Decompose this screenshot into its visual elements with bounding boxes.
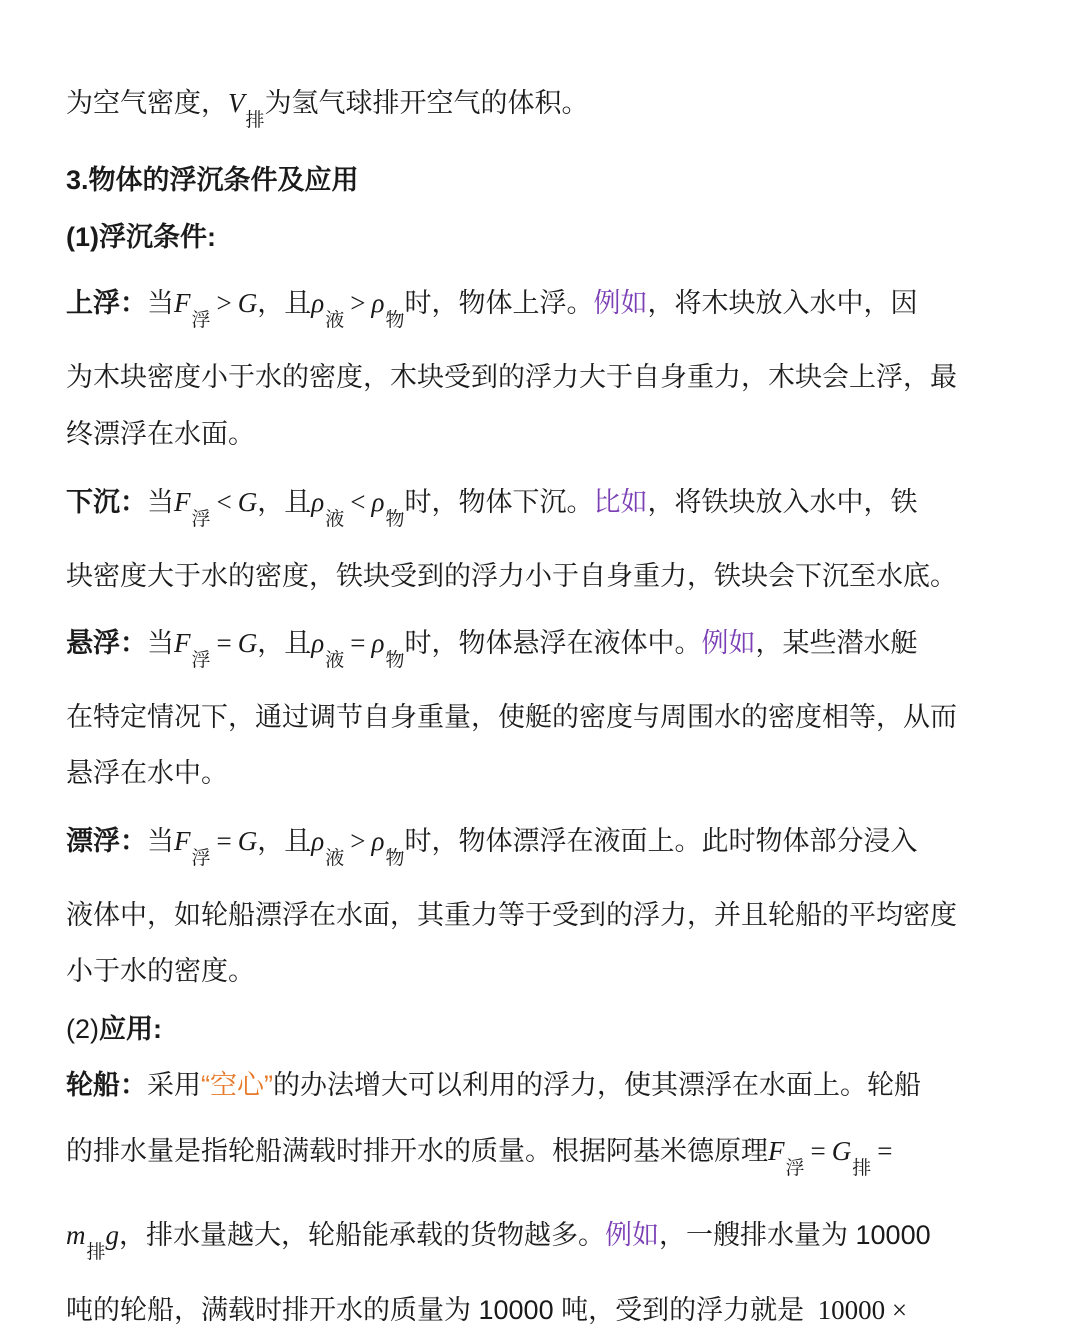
math-symbol	[238, 826, 258, 856]
text-span: 液体中，如轮船漂浮在水面，其重力等于受到的浮力，并且轮船的平均密度	[66, 900, 957, 930]
math-symbol	[311, 288, 345, 331]
math-subscript: 排	[245, 110, 265, 131]
text-span: ，排水量越大，轮船能承载的货物越多。	[119, 1220, 606, 1250]
text-span: 时，物体下沉。	[404, 487, 594, 517]
text-span: 终漂浮在水面。	[66, 419, 255, 449]
math-variable: G	[237, 628, 258, 658]
math-subscript: 浮	[191, 509, 211, 530]
math-subscript: 物	[385, 509, 405, 530]
text-line	[66, 1290, 913, 1330]
text-line	[66, 697, 957, 737]
text-line	[66, 283, 918, 331]
math-symbol	[174, 288, 211, 331]
highlight-link[interactable]: 例如	[701, 628, 756, 658]
math-subscript: 浮	[191, 848, 211, 869]
math-subscript: 物	[385, 650, 405, 671]
text-span: 为木块密度小于水的密度，木块受到的浮力大于自身重力，木块会上浮，最	[66, 362, 957, 392]
text-line	[66, 753, 228, 793]
math-operator: =	[350, 628, 366, 658]
text-span: ，将铁块放入水中，铁	[647, 487, 918, 517]
math-variable: F	[174, 628, 191, 658]
text-span: ，将木块放入水中，因	[647, 288, 918, 318]
math-symbol	[311, 826, 345, 869]
math-symbol	[371, 487, 405, 530]
math-variable: ρ	[311, 288, 325, 318]
math-variable: ρ	[371, 487, 385, 517]
text-line	[66, 83, 589, 131]
text-span: 当	[147, 487, 174, 517]
math-variable: ρ	[311, 826, 325, 856]
math-variable: F	[174, 288, 191, 318]
math-variable: m	[66, 1220, 86, 1250]
highlight-link[interactable]: 比如	[593, 487, 648, 517]
math-symbol	[371, 288, 405, 331]
math-operator: =	[216, 628, 232, 658]
highlight-link[interactable]: 例如	[605, 1220, 660, 1250]
text-line	[66, 821, 918, 869]
text-span: 时，物体悬浮在液体中。	[404, 628, 702, 658]
text-line	[66, 482, 918, 530]
math-operator: =	[877, 1136, 893, 1166]
bold-heading: 漂浮：	[66, 826, 147, 856]
bold-heading: 悬浮：	[66, 628, 147, 658]
math-subscript: 液	[325, 509, 345, 530]
math-symbol	[238, 628, 258, 658]
text-line	[66, 895, 957, 935]
text-line	[66, 1215, 931, 1263]
math-variable: G	[237, 288, 258, 318]
text-span: ，且	[257, 826, 312, 856]
math-subscript: 液	[325, 650, 345, 671]
text-line	[66, 556, 957, 596]
text-span: 吨的轮船，满载时排开水的质量为 10000 吨，受到的浮力就是	[66, 1295, 812, 1325]
highlight-term: “空心”	[201, 1070, 273, 1100]
math-symbol	[238, 288, 258, 318]
text-line	[66, 1131, 899, 1179]
text-span: 为空气密度，	[66, 88, 228, 118]
text-span: 的排水量是指轮船满载时排开水的质量。根据阿基米德原理	[66, 1136, 768, 1166]
math-operator: >	[350, 288, 366, 318]
bold-heading: 3.物体的浮沉条件及应用	[66, 165, 359, 195]
text-span: 时，物体上浮。	[404, 288, 594, 318]
math-operator: >	[350, 826, 366, 856]
math-operator: =	[216, 826, 232, 856]
math-symbol	[66, 1220, 106, 1263]
math-subscript: 物	[385, 310, 405, 331]
bold-heading: 轮船：	[66, 1070, 147, 1100]
math-variable: F	[768, 1136, 785, 1166]
bold-heading: 应用:	[99, 1014, 162, 1044]
text-span: 小于水的密度。	[66, 956, 255, 986]
math-variable: G	[831, 1136, 852, 1166]
text-line	[66, 951, 255, 991]
math-symbol	[311, 487, 345, 530]
math-operator: <	[350, 487, 366, 517]
math-subscript: 物	[385, 848, 405, 869]
math-variable: G	[237, 826, 258, 856]
math-symbol	[174, 487, 211, 530]
math-symbol	[371, 628, 405, 671]
text-span: ，且	[257, 628, 312, 658]
math-subscript: 浮	[785, 1158, 805, 1179]
text-span: (2)	[66, 1014, 99, 1044]
math-subscript: 排	[86, 1242, 106, 1263]
text-span: 为氢气球排开空气的体积。	[264, 88, 589, 118]
highlight-link[interactable]: 例如	[593, 288, 648, 318]
text-line	[66, 414, 255, 454]
text-line	[66, 1009, 162, 1049]
math-symbol	[311, 628, 345, 671]
text-line	[66, 217, 216, 257]
text-line	[66, 623, 918, 671]
math-symbol	[174, 628, 211, 671]
text-span: 采用	[147, 1070, 201, 1100]
text-span: ，且	[257, 487, 312, 517]
math-symbol	[106, 1220, 120, 1250]
math-symbol	[371, 826, 405, 869]
text-line	[66, 1065, 921, 1105]
text-line	[66, 357, 957, 397]
text-span: 时，物体漂浮在液面上。此时物体部分浸入	[404, 826, 918, 856]
text-span: ，某些潜水艇	[755, 628, 918, 658]
math-variable: ρ	[371, 628, 385, 658]
math-variable: ρ	[371, 826, 385, 856]
math-symbol	[238, 487, 258, 517]
math-subscript: 液	[325, 310, 345, 331]
math-symbol	[768, 1136, 805, 1179]
math-variable: V	[228, 88, 245, 118]
math-operator: >	[216, 288, 232, 318]
math-variable: ρ	[311, 487, 325, 517]
math-symbol	[174, 826, 211, 869]
text-span: 在特定情况下，通过调节自身重量，使艇的密度与周围水的密度相等，从而	[66, 702, 957, 732]
bold-heading: (1)浮沉条件:	[66, 222, 216, 252]
math-symbol	[228, 88, 265, 131]
bold-heading: 上浮：	[66, 288, 147, 318]
text-line	[66, 160, 359, 200]
math-subscript: 浮	[191, 650, 211, 671]
text-span: ，且	[257, 288, 312, 318]
bold-heading: 下沉：	[66, 487, 147, 517]
math-operator: 10000 ×	[817, 1295, 908, 1325]
math-operator: <	[216, 487, 232, 517]
math-subscript: 浮	[191, 310, 211, 331]
math-subscript: 液	[325, 848, 345, 869]
text-span: 块密度大于水的密度，铁块受到的浮力小于自身重力，铁块会下沉至水底。	[66, 561, 957, 591]
text-span: 悬浮在水中。	[66, 758, 228, 788]
math-variable: g	[105, 1220, 120, 1250]
text-span: 当	[147, 826, 174, 856]
math-subscript: 排	[852, 1158, 872, 1179]
text-span: ，一艘排水量为 10000	[659, 1220, 931, 1250]
math-variable: F	[174, 487, 191, 517]
math-symbol	[831, 1136, 872, 1179]
text-span: 当	[147, 628, 174, 658]
math-operator: =	[810, 1136, 826, 1166]
math-variable: G	[237, 487, 258, 517]
math-variable: F	[174, 826, 191, 856]
text-span: 当	[147, 288, 174, 318]
text-span: 的办法增大可以利用的浮力，使其漂浮在水面上。轮船	[272, 1070, 921, 1100]
math-variable: ρ	[311, 628, 325, 658]
math-variable: ρ	[371, 288, 385, 318]
